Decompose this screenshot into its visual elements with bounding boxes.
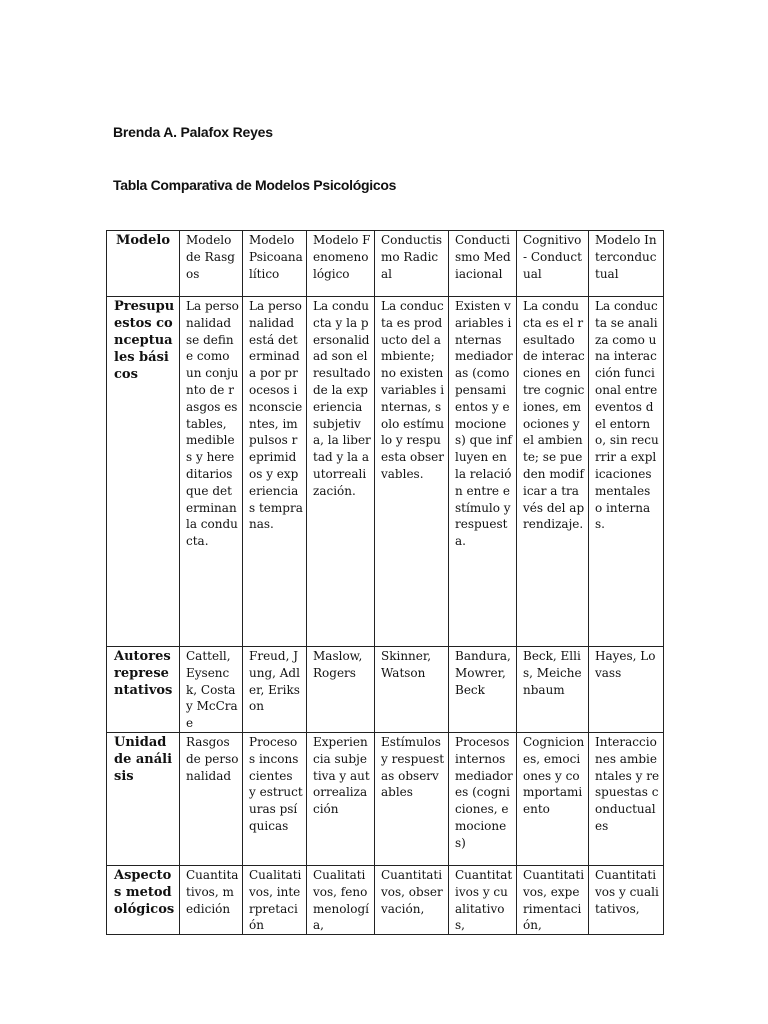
- table-row: [107, 647, 664, 733]
- table-cell: Freud, Jung, Adler, Erikson: [243, 647, 307, 733]
- table-cell: Rasgos de personalidad: [180, 732, 243, 865]
- table-cell: Procesos inconscientes y estructuras psíquicas: [243, 732, 307, 865]
- table-cell: La personalidad se define como un conjunto de rasgos estables, medibles y hereditarios que determinan la conducta.: [180, 297, 243, 647]
- header-cell-modelo-psicoanalitico: Modelo Psicoanalítico: [243, 231, 307, 297]
- table-cell: Cualitativos, interpretación: [243, 865, 307, 934]
- table-cell: Cuantitativos y cualitativos,: [449, 865, 517, 934]
- table-cell: La conducta es producto del ambiente; no existen variables internas, solo estímulo y respuesta observables.: [375, 297, 449, 647]
- header-cell-conductismo-mediacional: Conductismo Mediacional: [449, 231, 517, 297]
- header-cell-modelo-fenomenologico: Modelo Fenomenológico: [307, 231, 375, 297]
- table-row: [107, 732, 664, 865]
- author-name: Brenda A. Palafox Reyes: [113, 124, 273, 140]
- row-label: Autores representativos: [107, 647, 180, 733]
- table-cell: Procesos internos mediadores (cogniciones, emociones): [449, 732, 517, 865]
- header-cell-cognitivo-conductual: Cognitivo - Conductual: [517, 231, 589, 297]
- table-cell: Cuantitativos, observación,: [375, 865, 449, 934]
- row-label: Presupuestos conceptuales básicos: [107, 297, 180, 647]
- header-cell-modelo-rasgos: Modelo de Rasgos: [180, 231, 243, 297]
- table-cell: Interacciones ambientales y respuestas conductuales: [589, 732, 664, 865]
- table-cell: Existen variables internas mediadoras (como pensamientos y emociones) que influyen en la relación entre estímulo y respuesta.: [449, 297, 517, 647]
- table-cell: La conducta es el resultado de interacciones entre cogniciones, emociones y el ambiente; se pueden modificar a través del aprendizaje.: [517, 297, 589, 647]
- table-cell: Cuantitativos y cualitativos,: [589, 865, 664, 934]
- table-cell: La conducta se analiza como una interacción funcional entre eventos del entorno, sin recurrir a explicaciones mentales o internas.: [589, 297, 664, 647]
- table-cell: Cuantitativos, experimentación,: [517, 865, 589, 934]
- comparison-table: [106, 230, 664, 935]
- table-cell: Cattell, Eysenck, Costa y McCrae: [180, 647, 243, 733]
- table-cell: Bandura, Mowrer, Beck: [449, 647, 517, 733]
- table-header-row: [107, 231, 664, 297]
- table-cell: Beck, Ellis, Meichenbaum: [517, 647, 589, 733]
- table-cell: Cuantitativos, medición: [180, 865, 243, 934]
- document-title: Tabla Comparativa de Modelos Psicológicos: [113, 177, 397, 193]
- table-row: [107, 865, 664, 934]
- table-cell: Cogniciones, emociones y comportamiento: [517, 732, 589, 865]
- table-cell: La conducta y la personalidad son el resultado de la experiencia subjetiva, la libertad y la autorrealización.: [307, 297, 375, 647]
- header-corner-cell: Modelo: [107, 231, 180, 297]
- table-cell: Maslow, Rogers: [307, 647, 375, 733]
- table-cell: La personalidad está determinada por procesos inconscientes, impulsos reprimidos y experiencias tempranas.: [243, 297, 307, 647]
- row-label: Unidad de análisis: [107, 732, 180, 865]
- table-cell: Skinner, Watson: [375, 647, 449, 733]
- header-cell-conductismo-radical: Conductismo Radical: [375, 231, 449, 297]
- table-cell: Cualitativos, fenomenología,: [307, 865, 375, 934]
- row-label: Aspectos metodológicos: [107, 865, 180, 934]
- table-cell: Hayes, Lovass: [589, 647, 664, 733]
- header-cell-modelo-interconductual: Modelo Interconductual: [589, 231, 664, 297]
- table-cell: Estímulos y respuestas observables: [375, 732, 449, 865]
- table-cell: Experiencia subjetiva y autorrealización: [307, 732, 375, 865]
- table-row: [107, 297, 664, 647]
